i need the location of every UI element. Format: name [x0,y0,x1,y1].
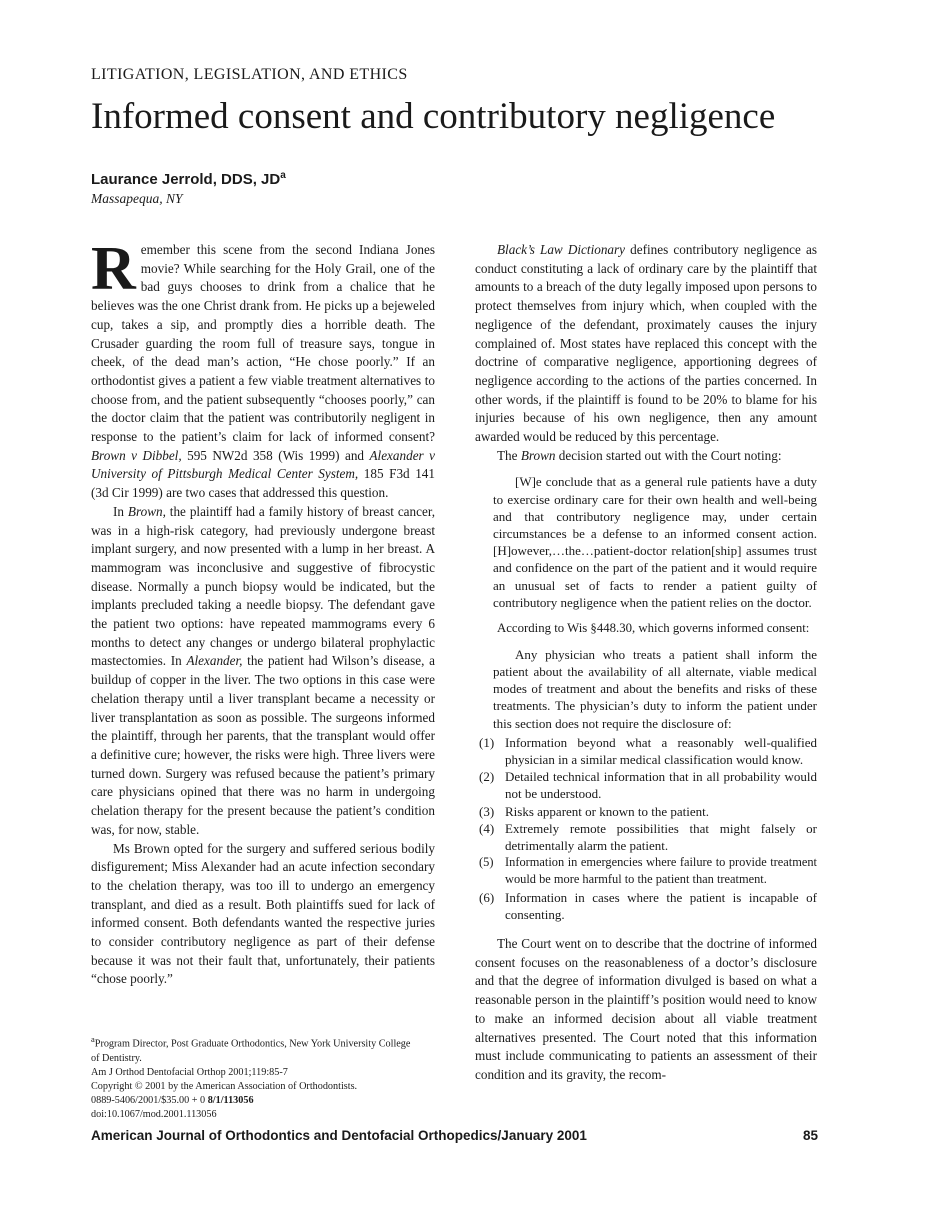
footnote-citation: Am J Orthod Dentofacial Orthop 2001;119:85-7 [91,1066,288,1078]
court-reasonableness-paragraph: The Court went on to describe that the doctrine of informed consent focuses on the reasonableness of a doctor’s disclosure and that the degree of information divulged is based on what a reasonable person in the plaintiff’s position would need to know to make an informed decision about all viable treatment alternatives presented. The Court noted that this information must include communicating to patients an assessment of their condition and its gravity, the recom- [475,936,817,1082]
disclosure-exceptions-list [475,734,817,923]
court-quote: [W]e conclude that as a general rule patients have a duty to exercise ordinary care for their own health and well-being and that contributory negligence may, under certain circumstances be a defense to an informed consent action. [H]owever,…the…patient-doctor relation[ship] assumes trust and confidence on the part of the patient and it would require an unusual set of facts to render a patient guilty of contributory negligence when the patient relies on the doctor. [493,474,817,610]
drop-cap: R [91,235,136,303]
list-item [475,768,817,802]
list-item [475,889,817,923]
outcome-paragraph: Ms Brown opted for the surgery and suffered serious bodily disfigurement; Miss Alexander had an acute infection secondary to the chelation therapy, was too ill to undergo an emergency transplant, and died as a result. Both plaintiffs sued for lack of informed consent. Both defendants wanted the respective juries to consider contributory negligence as part of their defense because it was not their fault that, unfortunately, their patients “chose poorly.” [91,840,435,987]
author-line [91,170,286,188]
author-name: Laurance Jerrold, DDS, JD [91,171,281,188]
intro-text-3: 185 F3d 141 (3d Cir 1999) are two cases that addressed this question. [91,466,435,501]
footnote-sup: a [91,1034,95,1044]
list-number: (6) [479,889,495,905]
brown-decision-intro [475,447,817,466]
list-text: Risks apparent or known to the patient. [505,803,709,819]
footnote-issn [91,1094,441,1108]
footnote-line-2: of Dentistry. [91,1052,142,1064]
footnote-doi: doi:10.1067/mod.2001.113056 [91,1109,217,1121]
footnote-line-1: Program Director, Post Graduate Orthodontics, New York University College [94,1038,411,1050]
cases-paragraph [91,503,435,840]
article-title: Informed consent and contributory negligence [91,96,776,137]
list-text: Extremely remote possibilities that might falsely or detrimentally alarm the patient. [505,820,817,853]
page-number: 85 [802,1128,818,1143]
author-affiliation: Massapequa, NY [91,191,183,206]
list-text: Information beyond what a reasonably well-qualified physician in a similar medical classification would know. [505,734,817,767]
footnote-copyright: Copyright © 2001 by the American Association of Orthodontists. [91,1081,358,1092]
definition-paragraph [475,241,817,447]
cases-text-1: In [113,503,128,519]
intro-text: emember this scene from the second Indiana Jones movie? While searching for the Holy Grail, one of the bad guys chooses to drink from a chalice that he believes was the one Christ drank from. He picks up a bejeweled cup, takes a sip, and promptly dies a horrible death. The Crusader guarding the room full of treasure says, tongue in cheek, of the dead man’s action, “He chose poorly.” If an orthodontist gives a patient a few viable treatment alternatives to choose from, and the patient subsequently “chooses poorly,” can the doctor claim that the patient was contributorily negligent in response to the patient’s claim for lack of informed consent? [91,242,435,445]
cases-text-2: the plaintiff had a family history of breast cancer, was in a high-risk category, had previously undergone breast implant surgery, and now presented with a lump in her breast. A mammogram was inconclusive and suggestive of fibrocystic disease. Normally a punch biopsy would be indicated, but the implants precluded taking a needle biopsy. The defendant gave the patient two options: have repeated mammograms every 6 months to detect any changes or undergo bilateral prophylactic mastectomies. In [91,503,435,669]
intro-paragraph [91,235,435,503]
list-item [475,803,817,820]
dictionary-title: Black’s Law Dictionary [497,242,626,257]
list-text: Information in emergencies where failure to provide treatment would be more harmful to the patient than treatment. [505,855,817,887]
footnote-affiliation [91,1032,441,1052]
case-name-alexander: Alexander, [186,653,243,669]
definition-text: defines contributory negligence as conduct constituting a lack of ordinary care by the plaintiff that amounts to a breach of the duty legally imposed upon persons to protect themselves from injury which, when coupled with the negligence of the defendant, proximately causes the injury complained of. Most states have replaced this concept with the doctrine of comparative negligence, apportioning degrees of negligence according to the actions of the parties concerned. In other words, if the plaintiff is found to be 20% to blame for his injuries because of his own negligence, then any amount awarded would be reduced by this percentage. [475,242,818,445]
author-superscript: a [280,170,286,181]
brown-intro-text-2: decision started out with the Court noting: [555,447,782,463]
list-number: (1) [479,734,495,750]
footnote-issn-code: 8/1/113056 [207,1095,254,1107]
left-column [91,235,435,989]
list-number: (2) [479,769,495,785]
statute-quote: Any physician who treats a patient shall inform the patient about the availability of all alternate, viable medical modes of treatment and about the benefits and risks of these treatments. The physician’s duty to inform the patient under this section does not require the disclosure of: [493,646,817,731]
brown-intro-case: Brown [520,447,556,463]
list-item [475,854,817,888]
footer-journal: American Journal of Orthodontics and Dentofacial Orthopedics/January 2001 [91,1128,587,1143]
list-number: (4) [479,820,495,836]
list-item [475,734,817,768]
case-citation-brown: Brown v Dibbel, [91,447,182,463]
footnotes [91,1032,441,1123]
section-label: LITIGATION, LEGISLATION, AND ETHICS [91,66,408,83]
list-text: Detailed technical information that in all probability would not be understood. [505,769,817,802]
intro-text-2: 595 NW2d 358 (Wis 1999) and [181,447,370,463]
list-number: (5) [479,855,494,870]
cases-text-3: the patient had Wilson’s disease, a buildup of copper in the liver. The two options in this case were chelation therapy until a liver transplant became a necessity or liver transplantation as soon as possible. The surgeons informed the plaintiff, through her parents, that the transplant would offer a definitive cure; however, the risks were high. Three livers were turned down. Surgery was refused because the patient’s primary care physicians opined that there was no harm in undergoing chelation therapy for the present because the patient’s condition was, for now, stable. [91,653,435,837]
case-citation-alexander: Alexander v University of Pittsburgh Medical Center System, [91,447,435,482]
footnote-issn-price: 0889-5406/2001/$35.00 + 0 [91,1095,208,1107]
list-number: (3) [479,803,495,819]
case-name-brown: Brown, [127,503,166,519]
list-text: Information in cases where the patient is incapable of consenting. [505,889,817,922]
statute-intro: According to Wis §448.30, which governs informed consent: [497,621,810,636]
list-item [475,820,817,854]
right-column [475,241,817,1085]
brown-intro-text-1: The [497,447,521,463]
